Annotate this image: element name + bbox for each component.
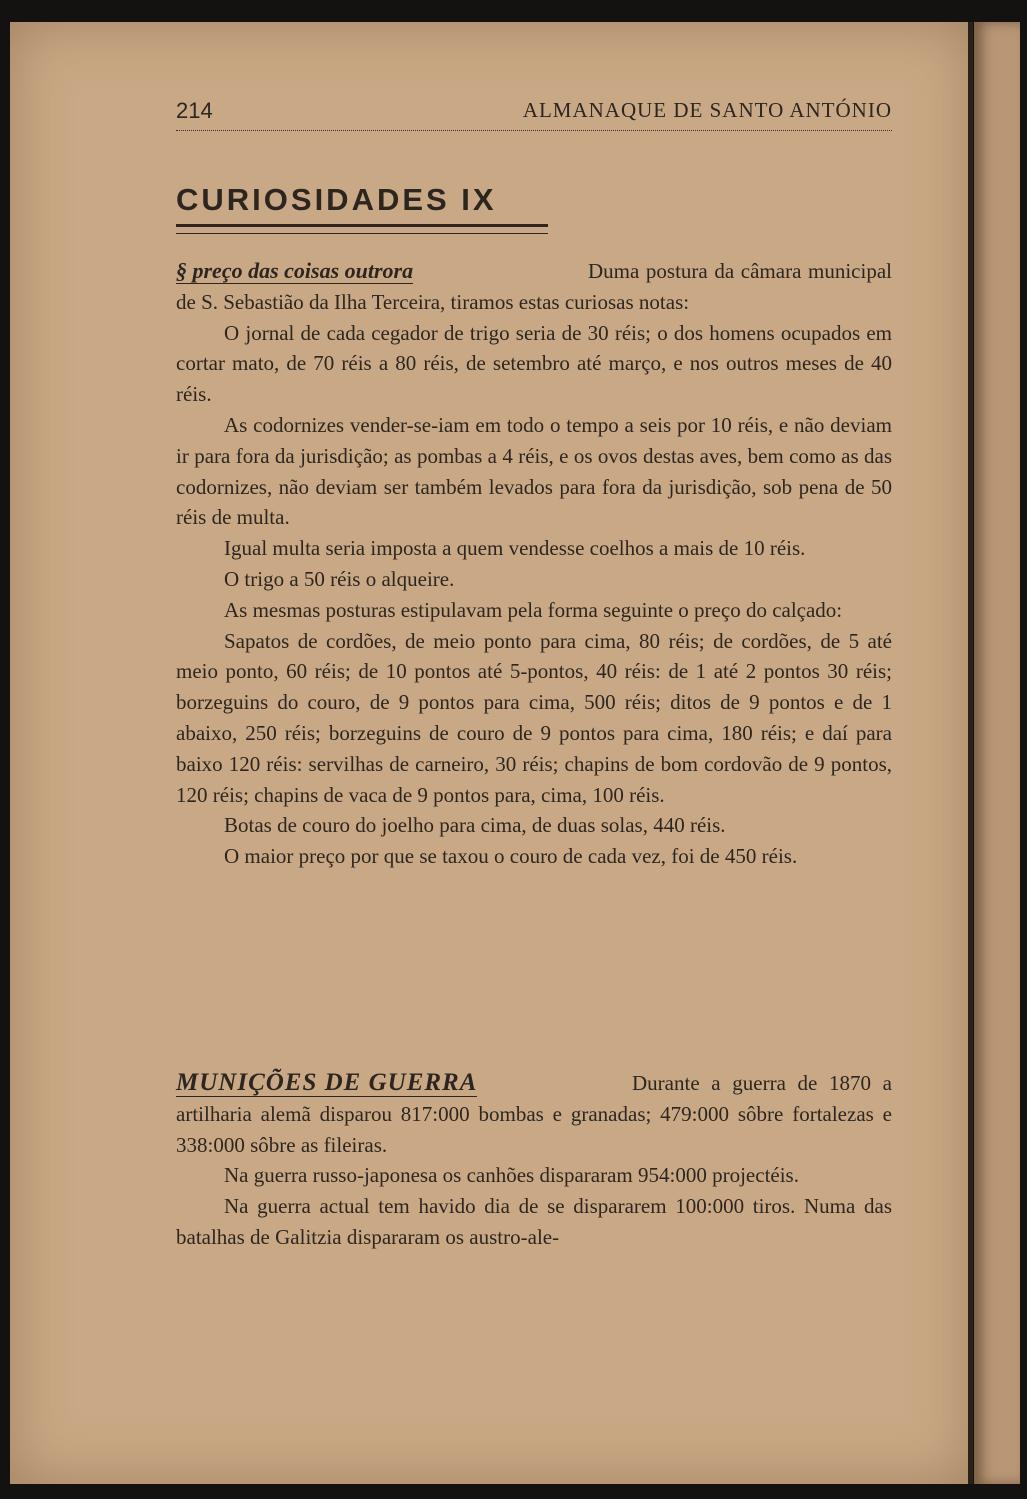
article-prices — [176, 256, 892, 872]
paragraph: Duma postura da câmara municipal de S. Sebastião da Ilha Terceira, tiramos estas curiosas notas: — [176, 259, 892, 314]
paragraph: Na guerra actual tem havido dia de se dispararem 100:000 tiros. Numa das batalhas de Galitzia dispararam os austro-ale- — [176, 1194, 892, 1249]
paragraph: As codornizes vender-se-iam em todo o tempo a seis por 10 réis, e não deviam ir para fora da jurisdição; as pombas a 4 réis, e os ovos destas aves, bem como as das codornizes, não deviam ser também levados para fora da jurisdição, sob pena de 50 réis de multa. — [176, 412, 892, 530]
section-title: CURIOSIDADES IX — [176, 182, 497, 217]
article-munitions-heading: MUNIÇÕES DE GUERRA — [176, 1069, 478, 1096]
paragraph: O maior preço por que se taxou o couro de cada vez, foi de 450 réis. — [224, 844, 798, 869]
paragraph: O trigo a 50 réis o alqueire. — [224, 566, 455, 591]
page-number: 214 — [176, 98, 213, 123]
paragraph: As mesmas posturas estipulavam pela forma seguinte o preço do calçado: — [224, 597, 843, 622]
facing-page-edge — [974, 22, 1020, 1484]
paragraph: Sapatos de cordões, de meio ponto para cima, 80 réis; de cordões, de 5 até meio ponto, 60 réis; de 10 pontos até 5-pontos, 40 réis: de 1 até 2 pontos 30 réis; borzeguins do couro, de 9 pontos para cima, 500 réis; ditos de 9 pontos e de 1 abaixo, 250 réis; borzeguins de couro de 9 pontos para cima, 180 réis; e daí para baixo 120 réis: servilhas de carneiro, 30 réis; chapins de bom cordovão de 9 pontos, 120 réis; chapins de vaca de 9 pontos para, cima, 100 réis. — [176, 628, 892, 807]
paragraph: O jornal de cada cegador de trigo seria de 30 réis; o dos homens ocupados em cortar mato, de 70 réis a 80 réis, de setembro até março, e nos outros meses de 40 réis. — [176, 320, 892, 407]
book-gutter — [968, 22, 973, 1484]
article-prices-heading: § preço das coisas outrora — [176, 258, 414, 283]
paragraph: Na guerra russo-japonesa os canhões dispararam 954:000 projectéis. — [224, 1163, 799, 1188]
running-header — [176, 98, 892, 131]
running-title: ALMANAQUE DE SANTO ANTÓNIO — [522, 98, 892, 122]
paragraph: Botas de couro do joelho para cima, de duas solas, 440 réis. — [224, 813, 726, 838]
article-munitions — [176, 1068, 892, 1253]
paragraph: Durante a guerra de 1870 a artilharia alemã disparou 817:000 bombas e granadas; 479:000 sôbre fortalezas e 338:000 sôbre as fileiras. — [176, 1071, 892, 1157]
title-double-rule — [176, 224, 548, 234]
paragraph: Igual multa seria imposta a quem vendesse coelhos a mais de 10 réis. — [224, 536, 806, 561]
